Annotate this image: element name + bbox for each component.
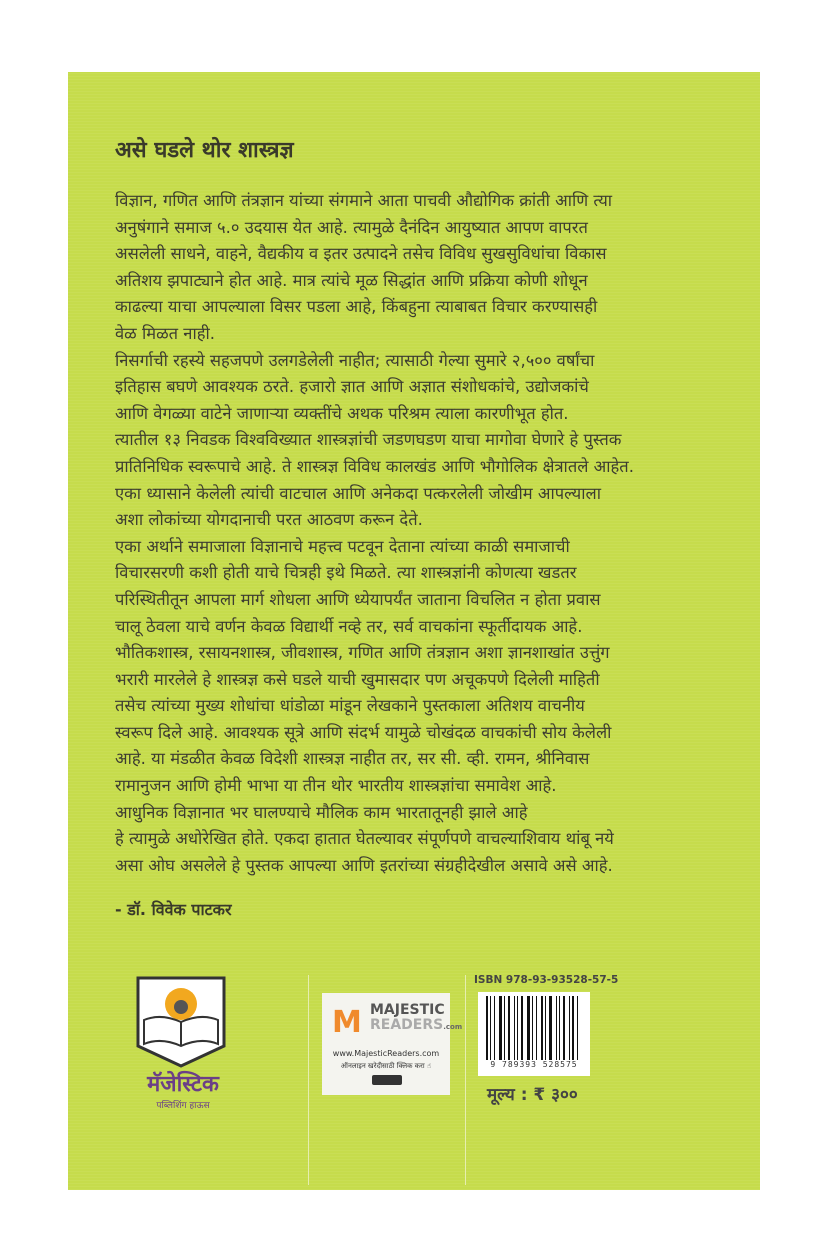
blurb-line: अशा लोकांच्या योगदानाची परत आठवण करून देते. [115,510,423,530]
barcode-bar [549,996,552,1060]
barcode-digits: 9 789393 528575 [490,1060,578,1069]
isbn: ISBN 978-93-93528-57-5 [474,974,619,986]
blurb-line: विज्ञान, गणित आणि तंत्रज्ञान यांच्या संगमाने आता पाचवी औद्योगिक क्रांती आणि त्या [115,191,613,210]
barcode-bar [536,996,537,1060]
barcode-bar [532,996,533,1060]
book-title: असे घडले थोर शास्त्रज्ञ [115,138,294,163]
blurb-line: विचारसरणी कशी होती याचे चित्रही इथे मिळते. त्या शास्त्रज्ञांनी कोणत्या खडतर [115,563,577,583]
barcode-bar [556,996,557,1060]
barcode-bar [521,996,523,1060]
blurb-line: प्रातिनिधिक स्वरूपाचे आहे. ते शास्त्रज्ञ विविध कालखंड आणि भौगोलिक क्षेत्रातले आहेत. [115,456,634,476]
blurb-line: भरारी मारलेले हे शास्त्रज्ञ कसे घडले याची खुमासदार पण अचूकपणे दिलेली माहिती [115,669,600,689]
barcode-bar [504,996,505,1060]
blurb-line: आधुनिक विज्ञानात भर घालण्याचे मौलिक काम भारतातूनही झाले आहे [115,802,528,822]
blurb-line: आणि वेगळ्या वाटेने जाणाऱ्या व्यक्तींचे अथक परिश्रम त्याला कारणीभूत होत. [115,403,569,423]
online-purchase-text: ऑनलाइन खरेदीसाठी क्लिक करा ☝ [340,1062,432,1070]
barcode-bar [486,996,488,1060]
blurb-line: अतिशय झपाट्याने होत आहे. मात्र त्यांचे मूळ सिद्धांत आणि प्रक्रिया कोणी शोधून [115,270,588,290]
price: मूल्य : ₹ ३०० [487,1085,578,1105]
barcode-bar [541,996,543,1060]
majestic-readers-ad[interactable] [322,993,463,1095]
blurb-text [115,188,725,879]
blurb-line: असलेली साधने, वाहने, वैद्यकीय व इतर उत्पादने तसेच विविध सुखसुविधांचा विकास [115,244,607,264]
website-url[interactable]: www.MajesticReaders.com [332,1049,440,1058]
blurb-line: एका ध्यासाने केलेली त्यांची वाटचाल आणि अनेकदा पत्करलेली जोखीम आपल्याला [115,483,601,503]
barcode-bar [494,996,495,1060]
barcode-bar [508,996,510,1060]
barcode-bar [490,996,491,1060]
blurb-line: वेळ मिळत नाही. [115,323,216,343]
barcode-bar [577,996,578,1060]
google-play-badge-icon[interactable] [372,1075,402,1085]
blurb-line: चालू ठेवला याचे वर्णन केवळ विद्यार्थी नव्हे तर, सर्व वाचकांना स्फूर्तीदायक आहे. [115,616,583,636]
barcode-bar [572,996,574,1060]
blurb-line: काढल्या याचा आपल्याला विसर पडला आहे, किंबहुना त्याबाबत विचार करण्यासही [115,297,598,317]
blurb-line: भौतिकशास्त्र, रसायनशास्त्र, जीवशास्त्र, गणित आणि तंत्रज्ञान अशा ज्ञानशाखांत उत्तुंग [115,643,610,663]
brand-line1: MAJESTIC [370,1002,445,1018]
majestic-readers-brand [370,1003,462,1035]
barcode [478,992,590,1076]
blurb-line: आहे. या मंडळीत केवळ विदेशी शास्त्रज्ञ नाहीत तर, सर सी. व्ही. रामन, श्रीनिवास [115,749,590,769]
brand-suffix: .com [443,1023,463,1031]
blurb-line: त्यातील १३ निवडक विश्वविख्यात शास्त्रज्ञांची जडणघडण याचा मागोवा घेणारे हे पुस्तक [115,430,622,450]
blurb-line: हे त्यामुळे अधोरेखित होते. एकदा हातात घेतल्यावर संपूर्णपणे वाचल्याशिवाय थांबू नये [115,829,614,849]
majestic-m-logo-icon: M [332,1005,362,1040]
publisher-subtitle: पब्लिशिंग हाऊस [156,1101,210,1111]
blurb-line: असा ओघ असलेले हे पुस्तक आपल्या आणि इतरांच्या संग्रहीदेखील असावे असे आहे. [115,855,613,875]
barcode-bar [563,996,565,1060]
blurb-line: परिस्थितीतून आपला मार्ग शोधला आणि ध्येयापर्यंत जाताना विचलित न होता प्रवास [115,589,601,609]
barcode-bar [517,996,518,1060]
blurb-line: निसर्गाची रहस्ये सहजपणे उलगडेलेली नाहीत; त्यासाठी गेल्या सुमारे २,५०० वर्षांचा [115,350,595,370]
blurb-line: रामानुजन आणि होमी भाभा या तीन थोर भारतीय शास्त्रज्ञांचा समावेश आहे. [115,776,557,796]
barcode-bar [499,996,502,1060]
barcode-bar [514,996,515,1060]
blurb-line: एका अर्थाने समाजाला विज्ञानाचे महत्त्व पटवून देताना त्यांच्या काळी समाजाची [115,536,570,556]
divider [465,975,466,1185]
author-signature: - डॉ. विवेक पाटकर [115,900,232,919]
barcode-bar [569,996,570,1060]
publisher-logo-icon [136,976,226,1068]
publisher-name: मॅजेस्टिक [147,1072,219,1097]
barcode-bars-icon [486,996,582,1060]
blurb-line: तसेच त्यांच्या मुख्य शोधांचा धांडोळा मांडून लेखकाने पुस्तकाला अतिशय वाचनीय [115,696,585,716]
divider [308,975,309,1185]
barcode-bar [559,996,560,1060]
blurb-line: अनुषंगाने समाज ५.० उदयास येत आहे. त्यामुळे दैनंदिन आयुष्यात आपण वापरत [115,217,588,237]
barcode-bar [545,996,546,1060]
barcode-bar [527,996,530,1060]
blurb-line: इतिहास बघणे आवश्यक ठरते. हजारो ज्ञात आणि अज्ञात संशोधकांचे, उद्योजकांचे [115,377,589,397]
brand-line2: READERS [370,1017,444,1033]
blurb-line: स्वरूप दिले आहे. आवश्यक सूत्रे आणि संदर्भ यामुळे चोखंदळ वाचकांची सोय केलेली [115,722,612,742]
